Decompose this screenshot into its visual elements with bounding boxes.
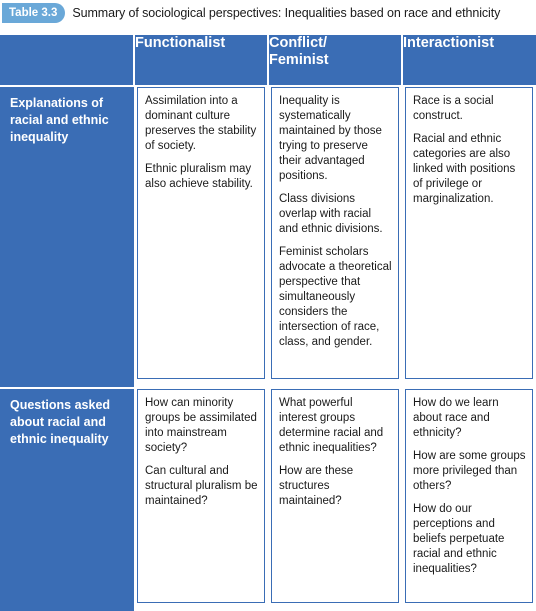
cell-paragraph: How are these structures maintained?: [279, 465, 354, 507]
cell-interactionist: [402, 388, 536, 611]
cell-paragraph: How do our perceptions and beliefs perpetuate racial and ethnic inequalities?: [413, 503, 505, 575]
column-header-label: Functionalist: [135, 35, 226, 51]
column-header-label: Interactionist: [403, 35, 495, 51]
cell-paragraph: Feminist scholars advocate a theoretical perspective that simultaneously considers the intersection of race, class, and gender.: [279, 246, 392, 348]
column-header-conflict-feminist: [268, 35, 402, 86]
row-header-questions: Questions asked about racial and ethnic inequality: [0, 388, 134, 611]
cell-paragraph: Class divisions overlap with racial and ethnic divisions.: [279, 193, 383, 235]
cell-conflict-feminist: [268, 86, 402, 388]
table-title: Summary of sociological perspectives: Inequalities based on race and ethnicity: [72, 6, 501, 20]
cell-paragraph: Race is a social construct.: [413, 95, 494, 122]
cell-interactionist: [402, 86, 536, 388]
cell-functionalist: [134, 388, 268, 611]
row-header-explanations: Explanations of racial and ethnic inequality: [0, 86, 134, 388]
cell-paragraph: Ethnic pluralism may also achieve stability.: [145, 163, 253, 190]
corner-cell: [0, 35, 134, 86]
cell-functionalist: [134, 86, 268, 388]
column-header-label: Feminist: [269, 52, 329, 68]
table-row: [0, 86, 536, 388]
cell-conflict-feminist: [268, 388, 402, 611]
cell-paragraph: How do we learn about race and ethnicity?: [413, 397, 499, 439]
cell-paragraph: Racial and ethnic categories are also linked with positions of privilege or marginalization.: [413, 133, 516, 205]
column-header-functionalist: [134, 35, 268, 86]
cell-paragraph: What powerful interest groups determine racial and ethnic inequalities?: [279, 397, 384, 454]
table-caption: [0, 0, 536, 26]
table-row: [0, 388, 536, 611]
cell-paragraph: Assimilation into a dominant culture preserves the stability of society.: [145, 95, 257, 152]
column-header-interactionist: [402, 35, 536, 86]
cell-paragraph: How can minority groups be assimilated into mainstream society?: [145, 397, 257, 454]
cell-paragraph: How are some groups more privileged than others?: [413, 450, 526, 492]
table-number-badge: Table 3.3: [2, 3, 65, 23]
table-header-row: [0, 35, 536, 86]
cell-paragraph: Inequality is systematically maintained by those trying to preserve their advantaged positions.: [279, 95, 382, 182]
cell-paragraph: Can cultural and structural pluralism be maintained?: [145, 465, 258, 507]
column-header-label: Conflict/: [269, 35, 327, 51]
perspectives-table: [0, 35, 536, 611]
